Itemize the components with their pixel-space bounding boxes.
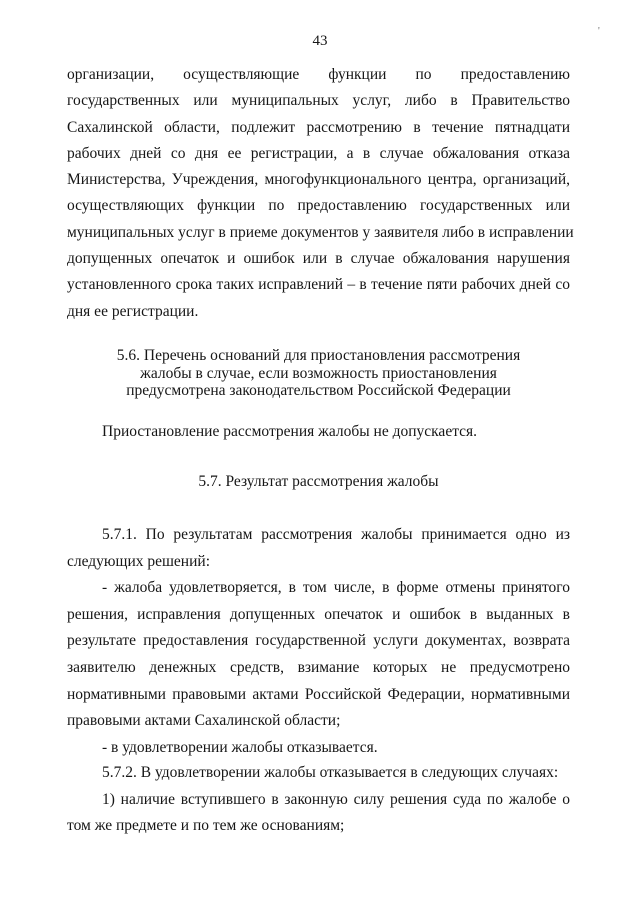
text-line: нормативными правовыми актами Российской Федерации, нормативными — [67, 685, 570, 703]
text-line: государственных или муниципальных услуг, либо в Правительство — [67, 92, 570, 110]
text-line: муниципальных услуг в приеме документов у заявителя либо в исправлении — [67, 223, 574, 241]
paragraph-complaint-deadlines — [67, 62, 574, 325]
section-5-7-1 — [67, 522, 570, 761]
text-line: заявителю денежных средств, взимание которых не предусмотрено — [67, 658, 570, 676]
section-5-7-heading — [67, 473, 570, 491]
scan-mark: ' — [598, 26, 600, 37]
text-line: - в удовлетворении жалобы отказывается. — [102, 738, 378, 756]
heading-line: жалобы в случае, если возможность приостановления — [140, 364, 497, 382]
text-line: допущенных опечаток и ошибок или в случае обжалования нарушения — [67, 250, 570, 268]
text-line: Министерства, Учреждения, многофункционального центра, организаций, — [67, 171, 570, 189]
section-5-6-text: Приостановление рассмотрения жалобы не допускается. — [102, 423, 478, 440]
text-line: организации, осуществляющие функции по предоставлению — [67, 66, 570, 83]
text-line: рабочих дней со дня ее регистрации, а в случае обжалования отказа — [67, 144, 570, 162]
text-line: решения, исправления допущенных опечаток и ошибок в выданных в — [67, 605, 570, 623]
text-line: результате предоставления государственной услуги документах, возврата — [67, 632, 570, 650]
text-line: установленного срока таких исправлений – в течение пяти рабочих дней со — [67, 276, 570, 294]
text-line: Сахалинской области, подлежит рассмотрению в течение пятнадцати — [67, 118, 570, 136]
text-line: осуществляющих функции по предоставлению государственных или — [67, 197, 570, 215]
text-line: следующих решений: — [67, 552, 210, 570]
text-line: - жалоба удовлетворяется, в том числе, в форме отмены принятого — [102, 579, 570, 597]
heading-line: 5.6. Перечень оснований для приостановления рассмотрения — [116, 347, 521, 364]
text-line: 5.7.2. В удовлетворении жалобы отказывается в следующих случаях: — [102, 764, 559, 781]
text-line: 5.7.1. По результатам рассмотрения жалобы принимается одно из — [102, 526, 570, 543]
heading-line: 5.7. Результат рассмотрения жалобы — [198, 473, 439, 490]
heading-line: предусмотрена законодательством Российской Федерации — [126, 382, 511, 399]
section-5-7-2 — [67, 760, 570, 840]
section-5-6-heading — [67, 347, 570, 400]
text-line: дня ее регистрации. — [67, 302, 199, 320]
page-number: 43 — [312, 33, 328, 49]
text-line: правовыми актами Сахалинской области; — [67, 712, 341, 730]
text-line: 1) наличие вступившего в законную силу решения суда по жалобе о — [102, 790, 570, 808]
text-line: том же предмете и по тем же основаниям; — [67, 817, 345, 835]
